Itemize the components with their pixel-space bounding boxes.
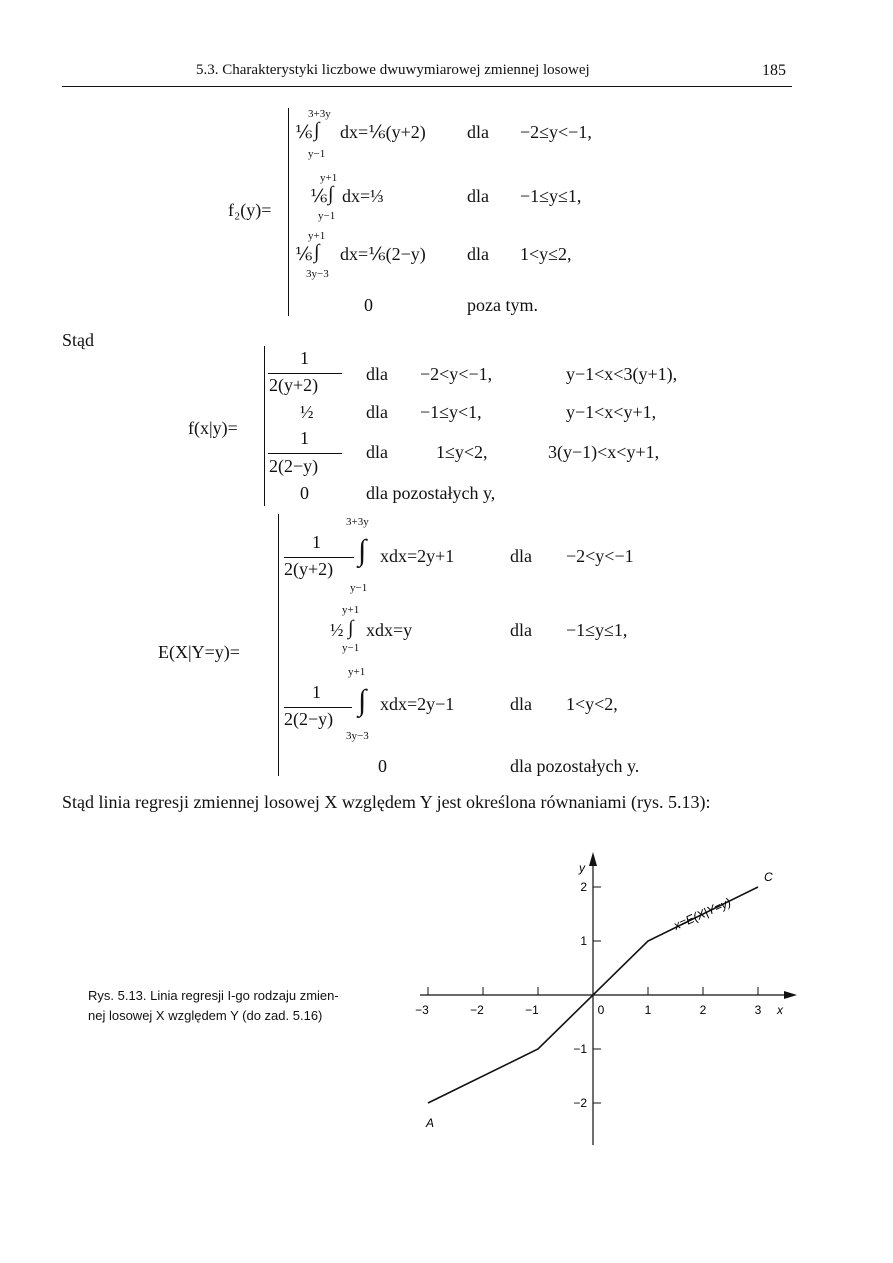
conclusion-text: Stąd linia regresji zmiennej losowej X względem Y jest określona równaniami (rys. 5.13):	[62, 792, 711, 812]
x-tick-label: 3	[754, 1003, 762, 1017]
fxy-r3-cond: 1≤y<2,	[436, 442, 488, 462]
exy-r4-cond: dla pozostałych y.	[510, 756, 640, 776]
exy-r2-integral: ∫	[348, 617, 354, 639]
f2-r1-coef: ⅙	[295, 122, 313, 142]
fxy-r4-val: 0	[300, 483, 309, 503]
exy-r4-val: 0	[378, 756, 387, 776]
f2-r2-dla: dla	[467, 186, 489, 206]
y-tick-label: 1	[580, 934, 587, 948]
fxy-r1-range: y−1<x<3(y+1),	[566, 364, 678, 384]
exy-r1-dla: dla	[510, 546, 532, 566]
fxy-r1-num: 1	[300, 348, 309, 368]
x-tick-label: 1	[644, 1003, 652, 1017]
exy-r2-lower: y−1	[342, 642, 360, 654]
fxy-r3-den: 2(2−y)	[269, 456, 319, 476]
x-axis-label: x	[777, 1003, 783, 1017]
y-axis-arrow	[589, 852, 597, 866]
fxy-r3-range: 3(y−1)<x<y+1,	[548, 442, 660, 462]
point-start-label: A	[426, 1116, 435, 1130]
f2-lhs: f₂(y)=	[228, 200, 272, 220]
f2-r3-coef: ⅙	[295, 244, 313, 264]
fxy-r2-dla: dla	[366, 402, 388, 422]
f2-r2-cond: −1≤y≤1,	[520, 186, 582, 206]
curve-label: x=E(X|Y=y)	[671, 895, 734, 933]
exy-lhs: E(X|Y=y)=	[158, 642, 240, 662]
f2-r1-dla: dla	[467, 122, 489, 142]
exy-r1-num: 1	[312, 532, 321, 552]
f2-r1-expr: dx=⅙(y+2)	[340, 122, 426, 142]
exy-r1-den: 2(y+2)	[284, 559, 334, 579]
y-tick-label: −2	[573, 1096, 587, 1110]
running-title: 5.3. Charakterystyki liczbowe dwuwymiarowej zmiennej losowej	[196, 62, 590, 78]
x-tick-label: −1	[525, 1003, 539, 1017]
fxy-r1-cond: −2<y<−1,	[420, 364, 493, 384]
exy-r1-integral: ∫	[358, 534, 367, 567]
point-end-label: C	[764, 870, 773, 884]
fxy-r1-den: 2(y+2)	[269, 375, 319, 395]
exy-r3-upper: y+1	[348, 666, 366, 678]
f2-r1-integral: ∫	[314, 119, 320, 141]
f2-r2-lower: y−1	[318, 210, 336, 222]
exy-r1-lower: y−1	[350, 582, 368, 594]
f2-r2-expr: dx=⅓	[342, 186, 384, 206]
y-tick-label: −1	[573, 1042, 587, 1056]
x-tick-label: −2	[470, 1003, 484, 1017]
fxy-r2-val: ½	[300, 402, 314, 422]
stad-label: Stąd	[62, 330, 95, 350]
fxy-r3-dla: dla	[366, 442, 388, 462]
exy-r1-upper: 3+3y	[346, 516, 369, 528]
y-axis-label: y	[579, 861, 585, 875]
exy-r3-expr: xdx=2y−1	[380, 694, 455, 714]
f2-r3-dla: dla	[467, 244, 489, 264]
exy-r1-expr: xdx=2y+1	[380, 546, 455, 566]
exy-r2-dla: dla	[510, 620, 532, 640]
f2-r4-cond: poza tym.	[467, 295, 538, 315]
page-number: 185	[762, 62, 786, 79]
f2-r2-integral: ∫	[328, 183, 334, 205]
f2-r1-lower: y−1	[308, 148, 326, 160]
fxy-r1-dla: dla	[366, 364, 388, 384]
exy-r1-cond: −2<y<−1	[566, 546, 634, 566]
x-tick-label: 0	[597, 1003, 605, 1017]
exy-r3-dla: dla	[510, 694, 532, 714]
f2-r1-cond: −2≤y<−1,	[520, 122, 592, 142]
exy-r3-cond: 1<y<2,	[566, 694, 618, 714]
x-tick-label: 2	[699, 1003, 707, 1017]
f2-r2-coef: ⅙	[310, 186, 328, 206]
exy-r3-num: 1	[312, 682, 321, 702]
exy-r2-cond: −1≤y≤1,	[566, 620, 628, 640]
figure-caption-line1: Rys. 5.13. Linia regresji I-go rodzaju zmien-	[88, 988, 339, 1003]
fxy-lhs: f(x|y)=	[188, 418, 238, 438]
f2-r3-upper: y+1	[308, 230, 326, 242]
exy-r2-coef: ½	[330, 620, 344, 640]
f2-r3-cond: 1<y≤2,	[520, 244, 572, 264]
y-tick-label: 2	[580, 880, 587, 894]
fxy-r2-cond: −1≤y<1,	[420, 402, 482, 422]
fxy-r2-range: y−1<x<y+1,	[566, 402, 657, 422]
x-tick-label: −3	[415, 1003, 429, 1017]
f2-r4-val: 0	[364, 295, 373, 315]
f2-r1-upper: 3+3y	[308, 108, 331, 120]
exy-r3-integral: ∫	[358, 684, 367, 717]
fxy-r4-cond: dla pozostałych y,	[366, 483, 496, 503]
f2-r2-upper: y+1	[320, 172, 338, 184]
f2-r3-expr: dx=⅙(2−y)	[340, 244, 426, 264]
exy-r3-lower: 3y−3	[346, 730, 369, 742]
exy-r2-upper: y+1	[342, 604, 360, 616]
x-axis-arrow	[784, 991, 797, 999]
exy-r2-expr: xdx=y	[366, 620, 413, 640]
fxy-r3-num: 1	[300, 428, 309, 448]
f2-r3-lower: 3y−3	[306, 268, 329, 280]
f2-r3-integral: ∫	[314, 241, 320, 263]
exy-r3-den: 2(2−y)	[284, 709, 334, 729]
figure-caption-line2: nej losowej X względem Y (do zad. 5.16)	[88, 1008, 323, 1023]
